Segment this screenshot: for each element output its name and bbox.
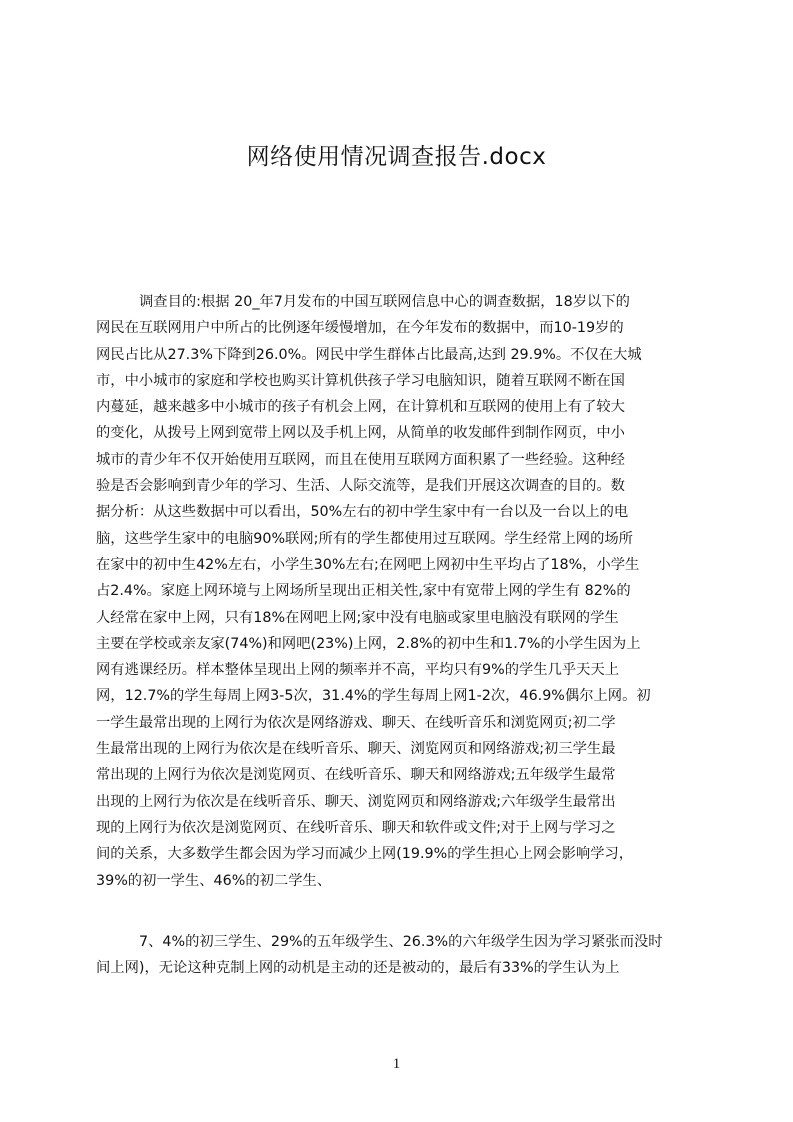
paragraph-line: 7、4%的初三学生、29%的五年级学生、26.3%的六年级学生因为学习紧张而没时 [139, 934, 663, 950]
paragraph-line: 在家中的初中生42%左右，小学生30%左右;在网吧上网初中生平均占了18%，小学生 [96, 556, 640, 573]
paragraph-line: 的变化，从拨号上网到宽带上网以及手机上网，从简单的收发邮件到制作网页，中小 [96, 425, 625, 442]
paragraph-line: 间上网)，无论这种克制上网的动机是主动的还是被动的，最后有33%的学生认为上 [96, 960, 620, 977]
paragraph-line: 主要在学校或亲友家(74%)和网吧(23%)上网，2.8%的初中生和1.7%的小学生因为上 [96, 635, 641, 652]
paragraph-line: 一学生最常出现的上网行为依次是网络游戏、聊天、在线听音乐和浏览网页;初二学 [96, 714, 616, 731]
paragraph-line: 内蔓延，越来越多中小城市的孩子有机会上网，在计算机和互联网的使用上有了较大 [96, 399, 625, 416]
paragraph-line: 生最常出现的上网行为依次是在线听音乐、聊天、浏览网页和网络游戏;初三学生最 [96, 741, 616, 758]
paragraph-line: 网民在互联网用户中所占的比例逐年缓慢增加，在今年发布的数据中，而10-19岁的 [96, 320, 624, 337]
document-title: 网络使用情况调查报告.docx [246, 144, 547, 170]
paragraph-line: 调查目的:根据 20_年7月发布的中国互联网信息中心的调查数据，18岁以下的 [139, 294, 630, 310]
paragraph-line: 脑，这些学生家中的电脑90%联网;所有的学生都使用过互联网。学生经常上网的场所 [96, 530, 633, 547]
paragraph-line: 间的关系，大多数学生都会因为学习而减少上网(19.9%的学生担心上网会影响学习， [96, 846, 634, 863]
paragraph-line: 市，中小城市的家庭和学校也购买计算机供孩子学习电脑知识，随着互联网不断在国 [96, 372, 625, 389]
paragraph-line: 网，12.7%的学生每周上网3-5次，31.4%的学生每周上网1-2次，46.9%偶尔上网。初 [96, 688, 651, 705]
page-number: 1 [392, 1056, 401, 1072]
paragraph-1 [96, 289, 698, 894]
paragraph-line: 39%的初一学生、46%的初二学生、 [96, 872, 332, 889]
paragraph-line: 人经常在家中上网，只有18%在网吧上网;家中没有电脑或家里电脑没有联网的学生 [96, 609, 619, 626]
paragraph-2 [96, 929, 698, 982]
paragraph-line: 常出现的上网行为依次是浏览网页、在线听音乐、聊天和网络游戏;五年级学生最常 [96, 767, 616, 784]
paragraph-line: 网有逃课经历。样本整体呈现出上网的频率并不高，平均只有9%的学生几乎天天上 [96, 662, 620, 679]
paragraph-line: 占2.4%。家庭上网环境与上网场所呈现出正相关性,家中有宽带上网的学生有 82%的 [96, 583, 631, 600]
paragraph-line: 据分析：从这些数据中可以看出，50%左右的初中学生家中有一台以及一台以上的电 [96, 504, 629, 521]
paragraph-line: 网民占比从27.3%下降到26.0%。网民中学生群体占比最高,达到 29.9%。不仅在大城 [96, 346, 642, 363]
paragraph-line: 验是否会影响到青少年的学习、生活、人际交流等，是我们开展这次调查的目的。数 [96, 478, 625, 495]
paragraph-line: 城市的青少年不仅开始使用互联网，而且在使用互联网方面积累了一些经验。这种经 [96, 451, 625, 468]
paragraph-line: 现的上网行为依次是浏览网页、在线听音乐、聊天和软件或文件;对于上网与学习之 [96, 819, 616, 836]
paragraph-line: 出现的上网行为依次是在线听音乐、聊天、浏览网页和网络游戏;六年级学生最常出 [96, 793, 616, 810]
